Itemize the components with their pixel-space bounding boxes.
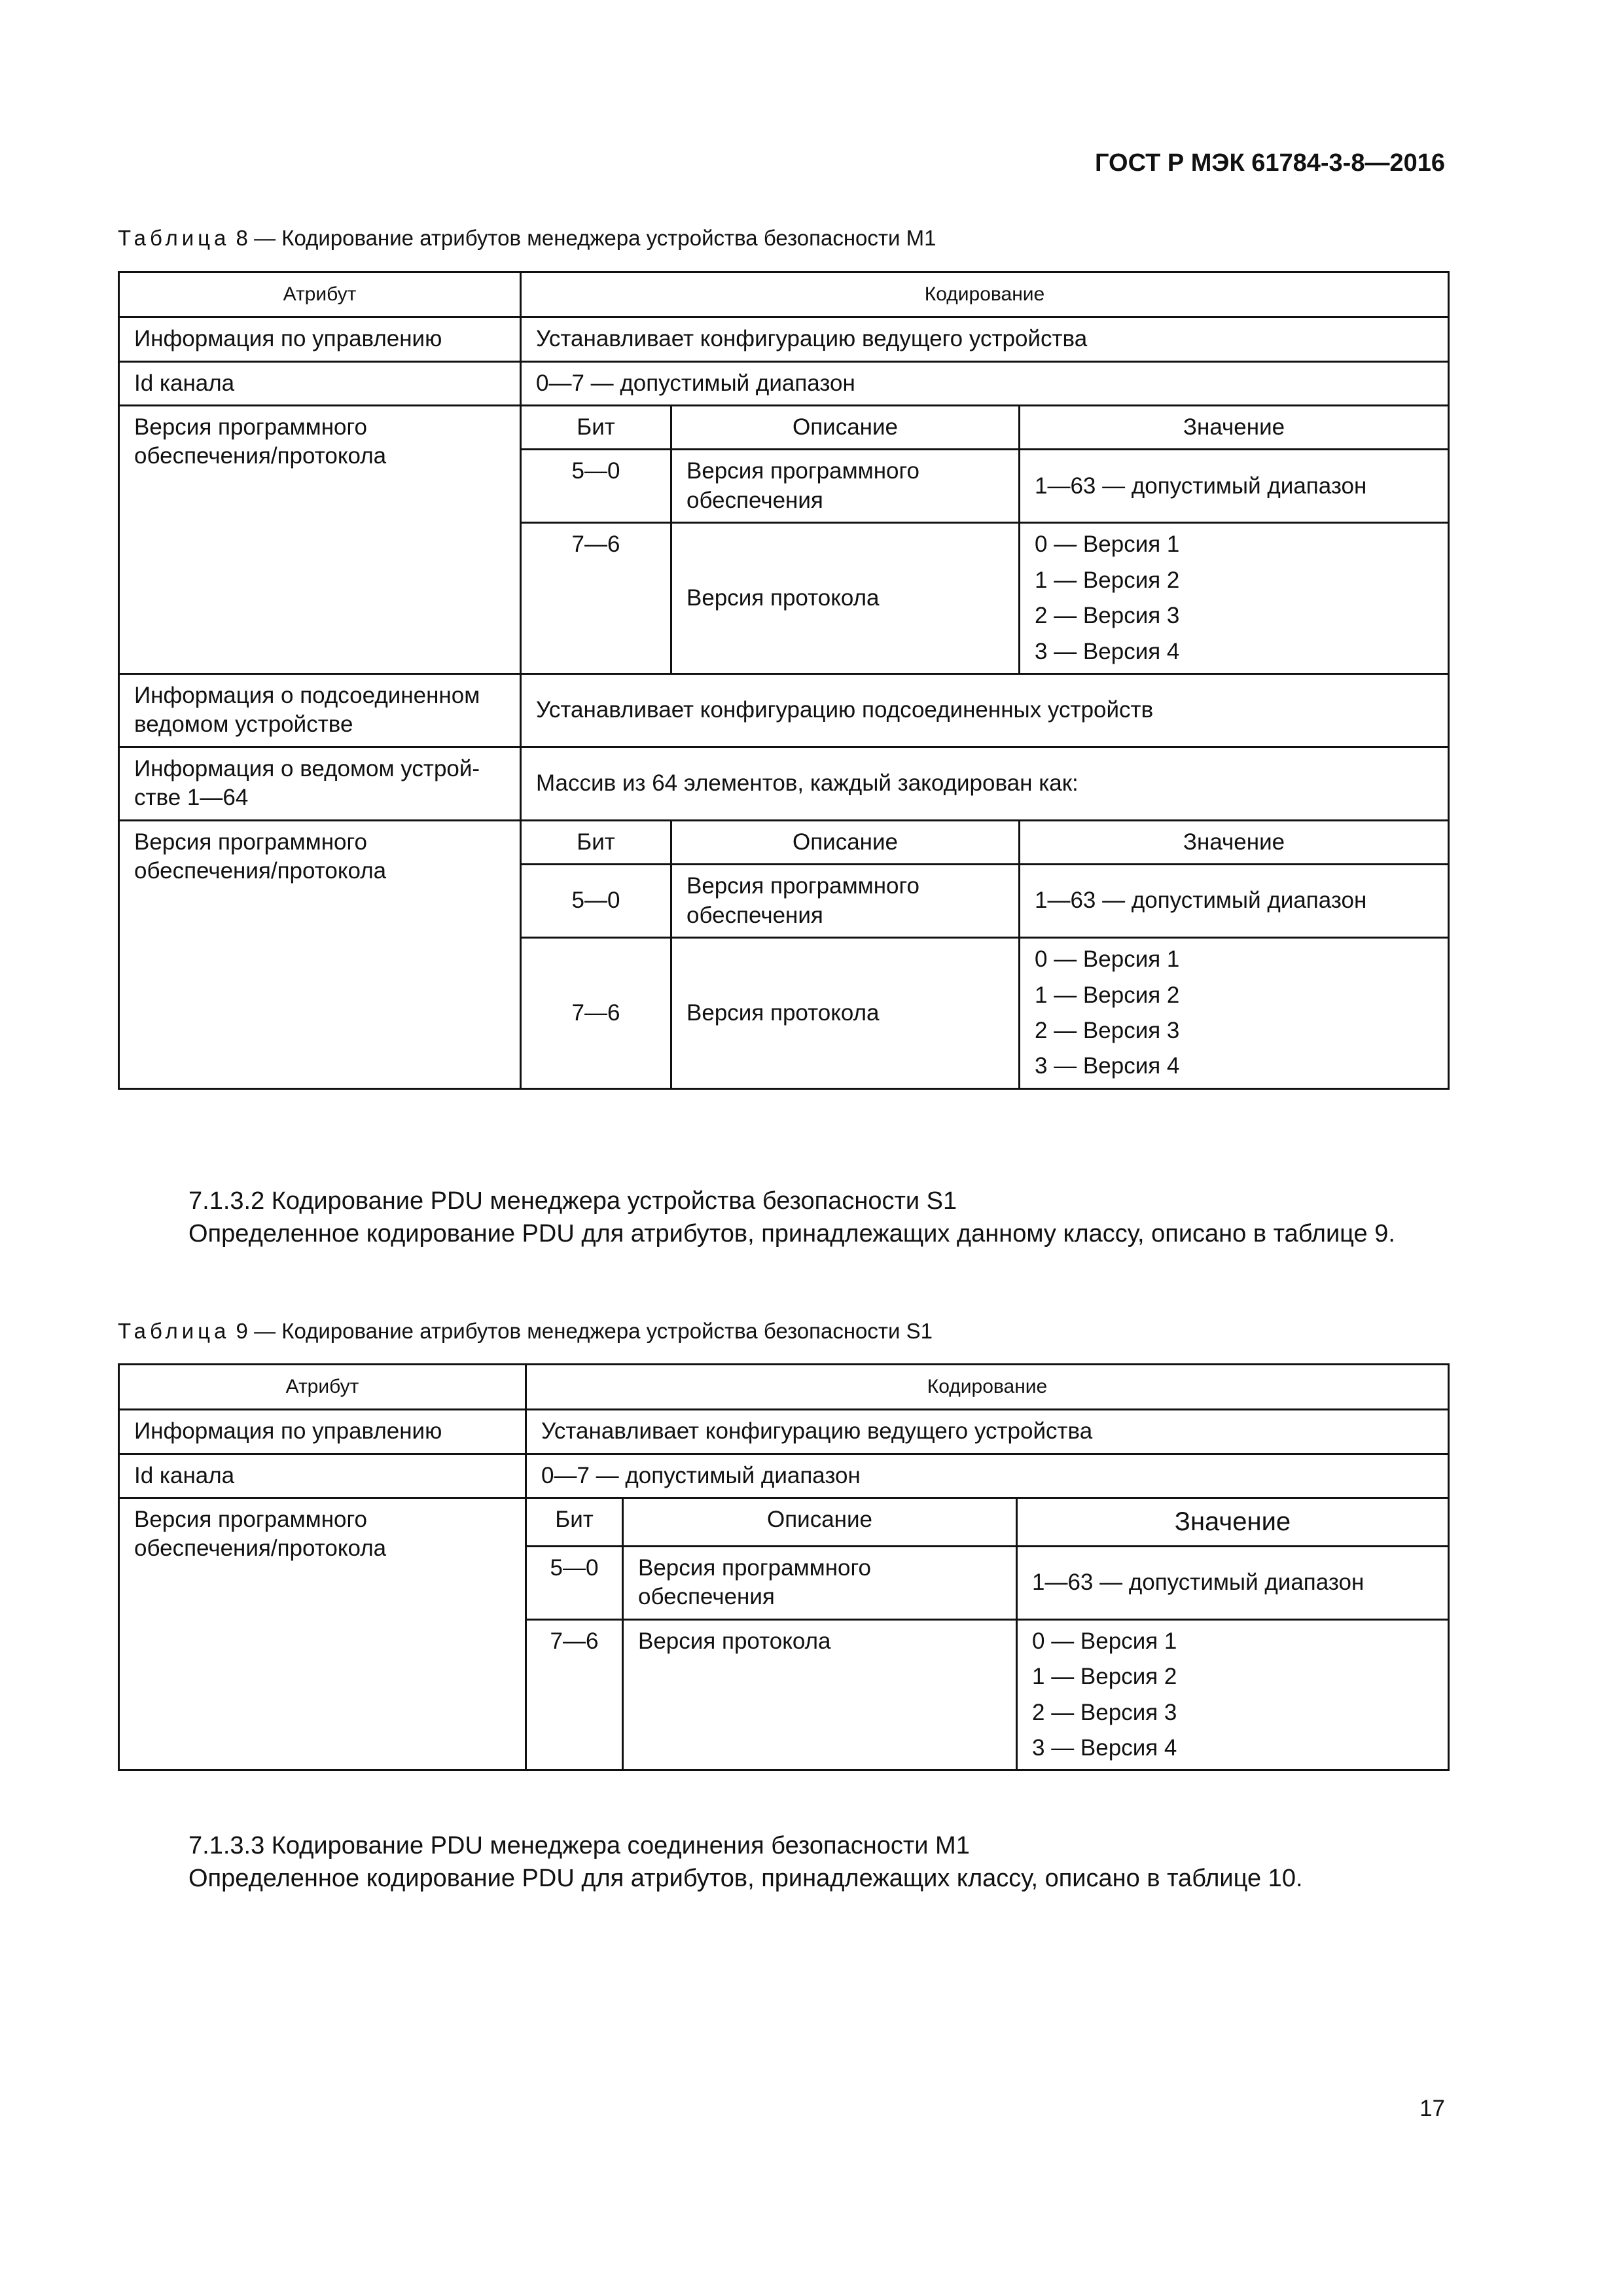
table8: [118, 271, 1450, 1090]
table-row: [119, 674, 1449, 747]
list-item: 3 — Версия 4: [1035, 638, 1180, 664]
table9-v-r2-desc: Версия протокола: [623, 1619, 1017, 1770]
table9-caption: [118, 1319, 933, 1344]
table8-channel-enc: 0—7 — допустимый диапазон: [521, 361, 1449, 405]
table9-version-attr: Версия программного обеспечения/протокола: [119, 1498, 526, 1770]
table8-v1-h-desc: Описание: [671, 405, 1020, 449]
table8-v2-r2-bit: 7—6: [521, 938, 671, 1089]
table9-v-h-val: Значение: [1017, 1498, 1449, 1546]
table8-header-row: [119, 272, 1449, 317]
table8-col-attribute: Атрибут: [119, 272, 521, 317]
section-7132: [118, 1185, 1448, 1250]
table8-slaves-enc: Массив из 64 элементов, каждый закодирован как:: [521, 747, 1449, 820]
table8-col-encoding: Кодирование: [521, 272, 1449, 317]
table9-v-r1-bit: 5—0: [526, 1546, 623, 1619]
list-item: 0 — Версия 1: [1032, 1628, 1177, 1654]
list-item: 1 — Версия 2: [1035, 567, 1180, 593]
table8-v2-r1-bit: 5—0: [521, 865, 671, 938]
table-row: [119, 1498, 1449, 1546]
table9-caption-word: Таблица: [118, 1319, 230, 1343]
table8-slaves-attr: Информация о ведомом устрой-стве 1—64: [119, 747, 521, 820]
table9-col-attribute: Атрибут: [119, 1365, 526, 1410]
table8-v2-r2-vals: [1020, 938, 1449, 1089]
table8-caption-text: 8 — Кодирование атрибутов менеджера устройства безопасности М1: [230, 226, 936, 250]
table-row: [119, 1454, 1449, 1498]
section-7133: [118, 1829, 1448, 1895]
table-row: [119, 820, 1449, 864]
table9-v-h-desc: Описание: [623, 1498, 1017, 1546]
table8-v1-r1-desc: Версия программного обеспечения: [671, 450, 1020, 523]
standard-designation: ГОСТ Р МЭК 61784-3-8—2016: [1095, 149, 1445, 177]
table8-caption-word: Таблица: [118, 226, 230, 250]
table9-channel-attr: Id канала: [119, 1454, 526, 1498]
table-row: [119, 1410, 1449, 1454]
table8-v1-r2-desc: Версия протокола: [671, 523, 1020, 674]
table8-v1-r2-vals: [1020, 523, 1449, 674]
table8-v2-r1-desc: Версия программного обеспечения: [671, 865, 1020, 938]
table8-v1-h-bit: Бит: [521, 405, 671, 449]
table8-version2-attr: Версия программного обеспечения/протокола: [119, 820, 521, 1088]
table8-v2-h-desc: Описание: [671, 820, 1020, 864]
list-item: 0 — Версия 1: [1035, 946, 1180, 973]
table8-caption: [118, 226, 936, 251]
table8-v1-r2-bit: 7—6: [521, 523, 671, 674]
table8-v2-h-bit: Бит: [521, 820, 671, 864]
table9-channel-enc: 0—7 — допустимый диапазон: [526, 1454, 1449, 1498]
list-item: 1 — Версия 2: [1032, 1664, 1177, 1690]
table-row: [119, 317, 1449, 361]
list-item: 2 — Версия 3: [1032, 1699, 1177, 1725]
table8-slave-enc: Устанавливает конфигурацию подсоединенных устройств: [521, 674, 1449, 747]
section-7132-body: Определенное кодирование PDU для атрибутов, принадлежащих данному классу, описано в таблице 9.: [188, 1220, 1395, 1247]
table-row: [119, 747, 1449, 820]
table8-version1-attr: Версия программного обеспечения/протокола: [119, 405, 521, 673]
list-item: 3 — Версия 4: [1035, 1053, 1180, 1079]
section-7132-title: 7.1.3.2 Кодирование PDU менеджера устройства безопасности S1: [188, 1187, 957, 1215]
list-item: 1 — Версия 2: [1035, 982, 1180, 1008]
table8-v1-r1-val: 1—63 — допустимый диапазон: [1020, 450, 1449, 523]
table9-v-h-bit: Бит: [526, 1498, 623, 1546]
table9-v-r1-val: 1—63 — допустимый диапазон: [1017, 1546, 1449, 1619]
table8-v1-r1-bit: 5—0: [521, 450, 671, 523]
table8-control-enc: Устанавливает конфигурацию ведущего устройства: [521, 317, 1449, 361]
table8-v2-r2-desc: Версия протокола: [671, 938, 1020, 1089]
table9-header-row: [119, 1365, 1449, 1410]
section-7133-body: Определенное кодирование PDU для атрибутов, принадлежащих классу, описано в таблице 10.: [188, 1865, 1303, 1892]
page-number: 17: [1419, 2096, 1445, 2121]
table9-v-r2-vals: [1017, 1619, 1449, 1770]
table9-v-r1-desc: Версия программного обеспечения: [623, 1546, 1017, 1619]
table9-v-r2-bit: 7—6: [526, 1619, 623, 1770]
list-item: 0 — Версия 1: [1035, 531, 1180, 558]
table9: [118, 1363, 1450, 1771]
table8-slave-attr: Информация о подсоединенном ведомом устройстве: [119, 674, 521, 747]
list-item: 2 — Версия 3: [1035, 603, 1180, 629]
table9-control-attr: Информация по управлению: [119, 1410, 526, 1454]
table8-v1-h-val: Значение: [1020, 405, 1449, 449]
table-row: [119, 361, 1449, 405]
table9-col-encoding: Кодирование: [526, 1365, 1449, 1410]
table8-v2-h-val: Значение: [1020, 820, 1449, 864]
table9-caption-text: 9 — Кодирование атрибутов менеджера устройства безопасности S1: [230, 1319, 933, 1343]
table8-channel-attr: Id канала: [119, 361, 521, 405]
section-7133-title: 7.1.3.3 Кодирование PDU менеджера соединения безопасности М1: [188, 1832, 970, 1859]
table-row: [119, 405, 1449, 449]
list-item: 3 — Версия 4: [1032, 1734, 1177, 1761]
table8-v2-r1-val: 1—63 — допустимый диапазон: [1020, 865, 1449, 938]
list-item: 2 — Версия 3: [1035, 1017, 1180, 1043]
table9-control-enc: Устанавливает конфигурацию ведущего устройства: [526, 1410, 1449, 1454]
table8-control-attr: Информация по управлению: [119, 317, 521, 361]
